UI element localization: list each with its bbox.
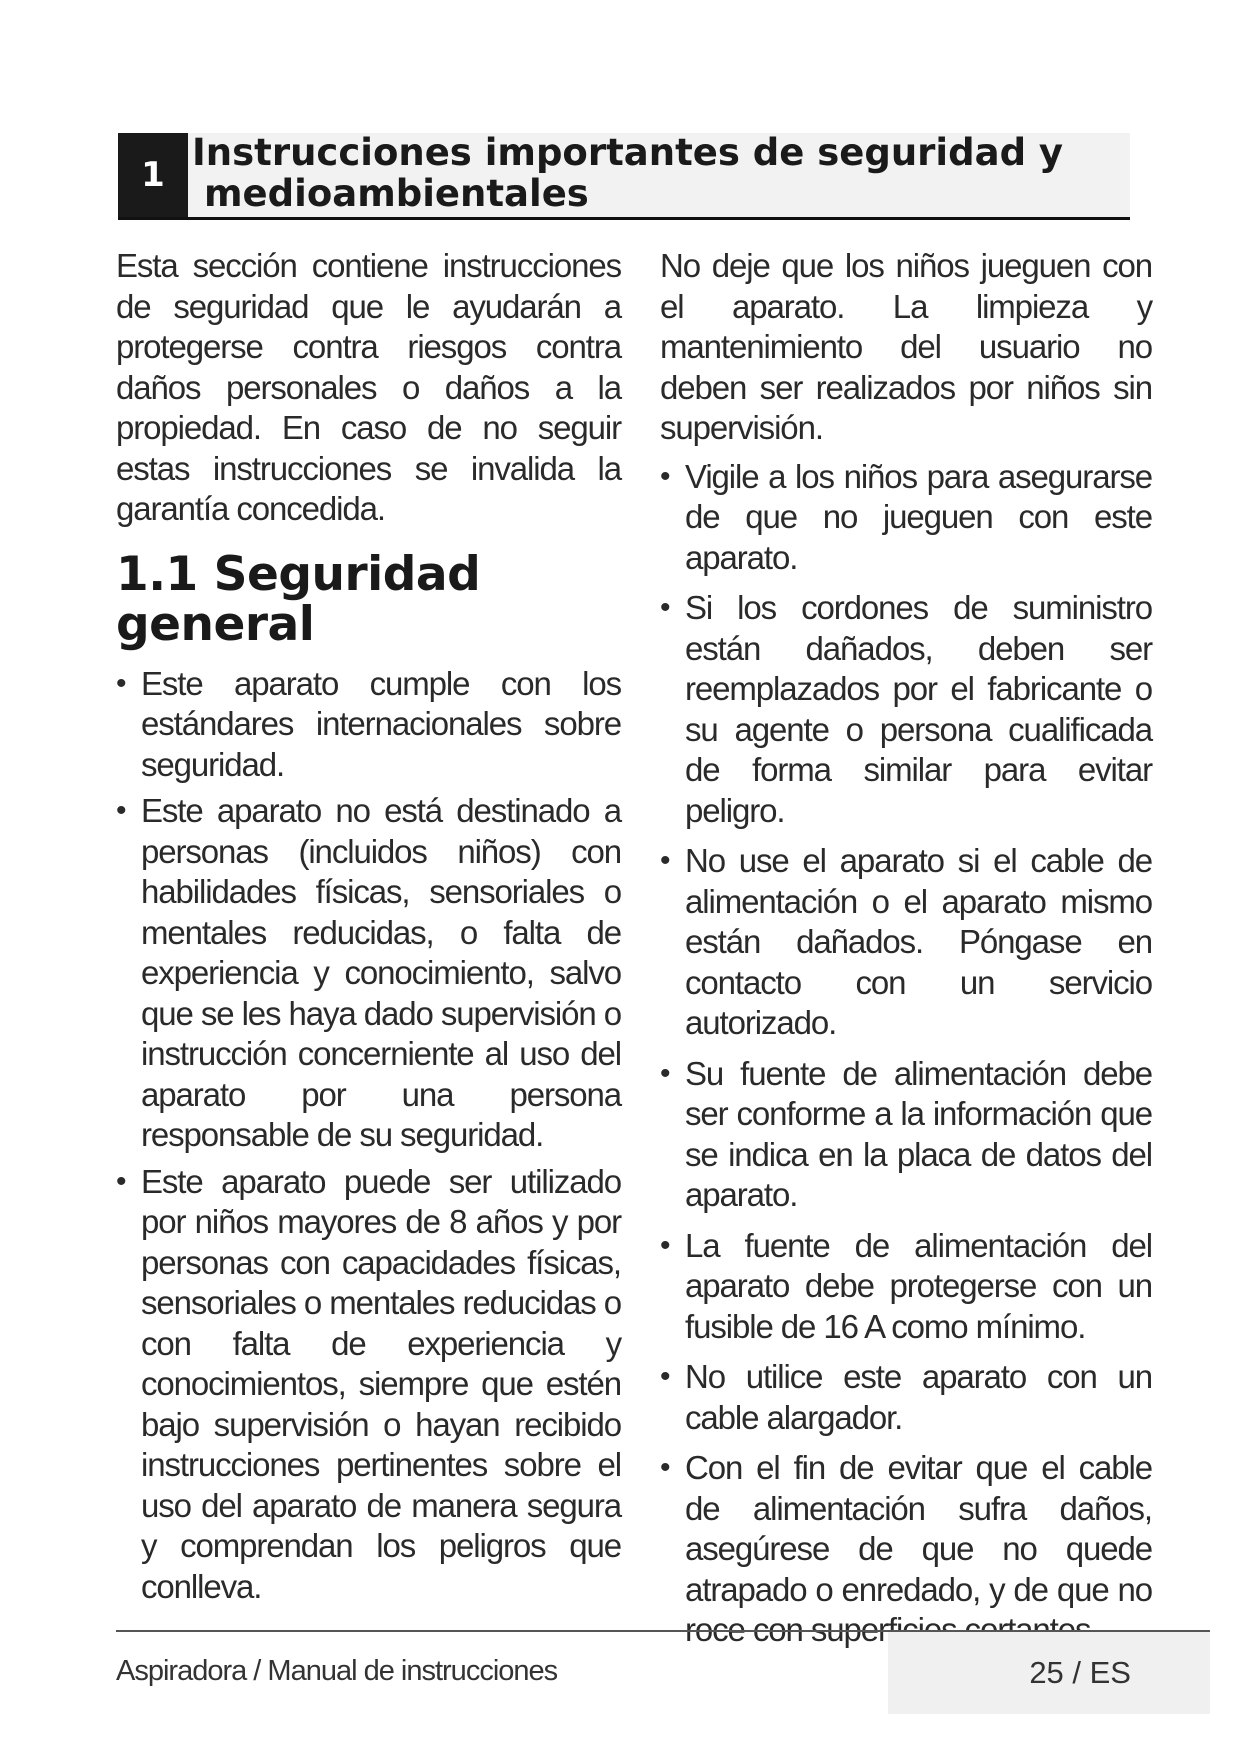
- section-title: [192, 132, 1112, 214]
- bullet-icon: •: [660, 844, 671, 877]
- list-item: [116, 791, 621, 1156]
- subsection-heading: 1.1 Seguridad general: [116, 546, 481, 652]
- list-item: [116, 664, 621, 786]
- list-item: [660, 1054, 1152, 1216]
- bullet-icon: •: [660, 1056, 671, 1090]
- list-item-text: Este aparato cumple con los estándares internacionales sobre seguridad.: [141, 664, 621, 783]
- continuation-paragraph: No deje que los niños jueguen con el aparato. La limpieza y mantenimiento del usuario no deben ser realizados por niños sin supervisión.: [660, 247, 1152, 446]
- list-item-text: Este aparato no está destinado a personas (incluidos niños) con habilidades físicas, sensoriales o mentales reducidas, o falta de experiencia y conocimiento, salvo que se les haya dado supervisión o instrucción concerniente al uso del aparato por una persona responsable de su seguridad.: [141, 792, 621, 1153]
- bullet-icon: •: [660, 459, 671, 493]
- list-item-text: Este aparato puede ser utilizado por niños mayores de 8 años y por personas con capacidades físicas, sensoriales o mentales reducidas o con falta de experiencia y conocimientos, siempre que estén bajo supervisión o hayan recibido instrucciones pertinentes sobre el uso del aparato de manera segura y comprendan los peligros que conlleva.: [141, 1162, 621, 1605]
- page-number: 25 / ES: [1029, 1655, 1131, 1690]
- section-title-line-2: medioambientales: [204, 172, 589, 215]
- list-item-text: No use el aparato si el cable de alimentación o el aparato mismo están dañados. Póngase en contacto con un servicio autorizado.: [685, 842, 1152, 1041]
- list-item: [660, 588, 1152, 831]
- bullet-icon: •: [660, 591, 671, 624]
- list-item: [660, 841, 1152, 1044]
- bullet-icon: •: [116, 1164, 127, 1198]
- footer-document-title: Aspiradora / Manual de instrucciones: [116, 1655, 558, 1687]
- bullet-icon: •: [660, 1228, 671, 1262]
- list-item: [116, 1162, 621, 1608]
- left-bullet-list: [116, 664, 621, 1608]
- list-item-text: La fuente de alimentación del aparato debe protegerse con un fusible de 16 A como mínimo.: [685, 1226, 1152, 1345]
- intro-paragraph: Esta sección contiene instrucciones de seguridad que le ayudarán a protegerse contra riesgos contra daños personales o daños a la propiedad. En caso de no seguir estas instrucciones se invalida la garantía concedida.: [116, 247, 621, 527]
- bullet-icon: •: [660, 1360, 671, 1393]
- list-item-text: Con el fin de evitar que el cable de alimentación sufra daños, asegúrese de que no quede atrapado o enredado, y de que no roce con superficies: [685, 1449, 1152, 1648]
- list-item-text: Vigile a los niños para asegurarse de que no jueguen con este aparato.: [685, 457, 1152, 576]
- right-bullet-list: [660, 457, 1152, 1651]
- left-column: [116, 246, 621, 1613]
- bullet-icon: •: [116, 794, 127, 827]
- right-column: [660, 246, 1152, 1661]
- list-item-text: Su fuente de alimentación debe ser conforme a la información que se indica en la placa de datos del aparato.: [685, 1054, 1152, 1213]
- bullet-icon: •: [660, 1451, 671, 1484]
- list-item: [660, 1226, 1152, 1348]
- list-item-text: Si los cordones de suministro están dañados, deben ser reemplazados por el fabricante o su agente o persona cualificada de forma similar para evitar peligro.: [685, 589, 1152, 829]
- section-number: 1: [118, 133, 188, 217]
- list-item: [660, 1448, 1152, 1651]
- bullet-icon: •: [116, 666, 127, 700]
- list-item-text: No utilice este aparato con un cable alargador.: [685, 1358, 1152, 1436]
- list-item: [660, 457, 1152, 579]
- list-item: [660, 1357, 1152, 1438]
- section-title-line-1: Instrucciones importantes de seguridad y: [192, 131, 1064, 174]
